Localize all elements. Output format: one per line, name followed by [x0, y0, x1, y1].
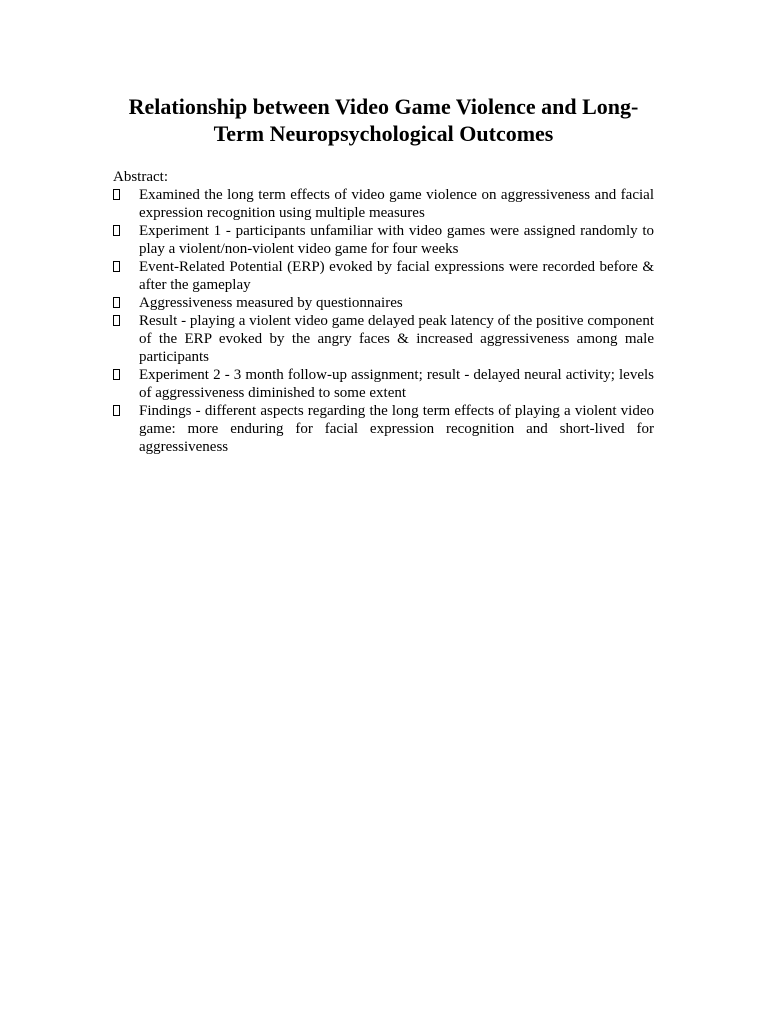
missing-glyph-box-icon: [113, 261, 120, 272]
list-item: [113, 222, 654, 258]
list-item: [113, 402, 654, 456]
bullet-text: Experiment 2 - 3 month follow-up assignment; result - delayed neural activity; levels of aggressiveness diminished to some extent: [139, 367, 654, 401]
abstract-bullet-list: [113, 186, 654, 456]
missing-glyph-box-icon: [113, 369, 120, 380]
document-title: Relationship between Video Game Violence and Long-Term Neuropsychological Outcomes: [128, 94, 639, 146]
missing-glyph-box-icon: [113, 315, 120, 326]
bullet-text: Examined the long term effects of video game violence on aggressiveness and facial expression recognition using multiple measures: [139, 187, 654, 221]
missing-glyph-box-icon: [113, 297, 120, 308]
missing-glyph-box-icon: [113, 405, 120, 416]
list-item: [113, 186, 654, 222]
bullet-text: Findings - different aspects regarding the long term effects of playing a violent video game: more enduring for facial expression recognition and short-lived for aggressiveness: [139, 403, 654, 455]
bullet-text: Result - playing a violent video game delayed peak latency of the positive component of the ERP evoked by the angry faces & increased aggressiveness among male participants: [139, 313, 654, 365]
bullet-text: Aggressiveness measured by questionnaires: [139, 295, 403, 311]
document-page: [113, 93, 654, 456]
missing-glyph-box-icon: [113, 225, 120, 236]
list-item: [113, 258, 654, 294]
list-item: [113, 312, 654, 366]
bullet-text: Event-Related Potential (ERP) evoked by facial expressions were recorded before & after the gameplay: [139, 259, 654, 293]
bullet-text: Experiment 1 - participants unfamiliar with video games were assigned randomly to play a violent/non-violent video game for four weeks: [139, 223, 654, 257]
list-item: [113, 294, 654, 312]
abstract-label: Abstract:: [113, 169, 168, 185]
missing-glyph-box-icon: [113, 189, 120, 200]
list-item: [113, 366, 654, 402]
